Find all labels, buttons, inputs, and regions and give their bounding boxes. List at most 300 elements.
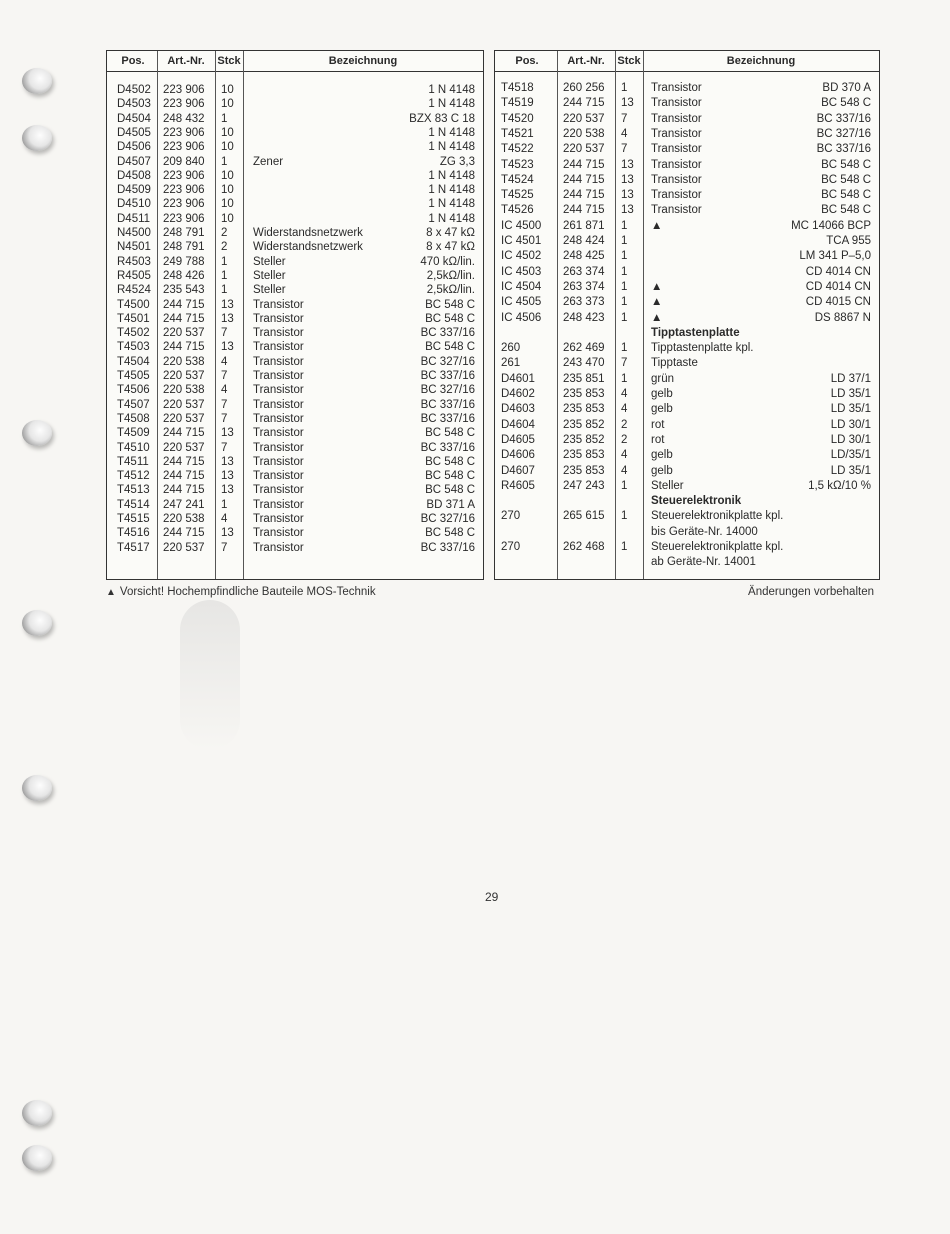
cell-pos: T4511 xyxy=(117,455,149,468)
cell-type: BC 548 C xyxy=(425,312,475,325)
table-row xyxy=(107,498,483,512)
table-header xyxy=(107,51,483,72)
cell-type: BC 548 C xyxy=(425,484,475,497)
table-row xyxy=(495,356,879,370)
table-row xyxy=(495,479,879,493)
cell-type: BC 548 C xyxy=(425,470,475,483)
cell-desc: gelb xyxy=(651,388,673,400)
cell-art: 244 715 xyxy=(163,484,205,497)
cell-pos: T4518 xyxy=(501,82,534,94)
cell-type: BC 337/16 xyxy=(420,327,475,340)
cell-desc: rot xyxy=(651,433,665,446)
cell-stck: 7 xyxy=(221,327,228,340)
table-row xyxy=(107,383,483,397)
cell-stck: 1 xyxy=(221,155,228,168)
cell-type: BC 548 C xyxy=(821,97,871,110)
cell-pos: D4506 xyxy=(117,141,151,154)
cell-type: BC 548 C xyxy=(821,204,871,217)
cell-pos: 270 xyxy=(501,510,521,523)
cell-pos: D4607 xyxy=(501,464,535,477)
cell-stck: 1 xyxy=(621,265,628,278)
cell-pos: IC 4503 xyxy=(501,265,542,278)
parts-list xyxy=(106,50,880,582)
cell-stck: 4 xyxy=(221,384,228,397)
header-stck: Stck xyxy=(617,55,641,67)
cell-stck: 13 xyxy=(221,298,234,311)
cell-type: LD 37/1 xyxy=(830,372,871,385)
table-row xyxy=(495,142,879,156)
table-row xyxy=(495,188,879,202)
table-row xyxy=(495,494,879,508)
cell-art: 262 469 xyxy=(563,342,605,355)
table-row xyxy=(495,265,879,279)
cell-pos: 270 xyxy=(501,541,521,553)
cell-pos: T4510 xyxy=(117,441,150,454)
cell-pos: IC 4506 xyxy=(501,311,542,324)
cell-art: 223 906 xyxy=(163,126,205,139)
cell-art: 244 715 xyxy=(163,427,205,440)
cell-desc: Transistor xyxy=(253,470,304,483)
cell-pos: T4509 xyxy=(117,427,150,440)
footer-note-left xyxy=(106,586,376,598)
punch-hole-icon xyxy=(22,610,52,636)
cell-art: 263 374 xyxy=(563,265,605,278)
table-row xyxy=(107,541,483,555)
header-bez: Bezeichnung xyxy=(726,55,796,67)
cell-pos: T4503 xyxy=(117,341,150,354)
cell-pos: T4502 xyxy=(117,327,150,340)
table-row xyxy=(495,219,879,233)
cell-stck: 1 xyxy=(621,541,628,553)
cell-desc: Transistor xyxy=(253,398,304,411)
cell-pos: T4521 xyxy=(501,127,534,140)
cell-pos: T4524 xyxy=(501,173,534,186)
cell-pos: D4604 xyxy=(501,418,535,431)
header-pos: Pos. xyxy=(121,55,145,67)
cell-desc: Tipptaste xyxy=(651,357,698,370)
cell-art: 244 715 xyxy=(563,173,605,186)
cell-desc: Transistor xyxy=(253,355,304,368)
cell-pos: D4510 xyxy=(117,198,151,211)
cell-stck: 4 xyxy=(621,127,628,140)
cell-desc: Transistor xyxy=(651,204,702,217)
cell-type: BC 548 C xyxy=(425,427,475,440)
cell-type: 1 N 4148 xyxy=(428,98,475,111)
punch-hole-icon xyxy=(22,775,52,801)
cell-desc: ▲ xyxy=(651,311,663,324)
cell-art: 220 538 xyxy=(563,127,605,140)
cell-stck: 10 xyxy=(221,98,234,111)
cell-desc: Transistor xyxy=(253,427,304,440)
table-row xyxy=(495,448,879,462)
cell-desc: Transistor xyxy=(253,412,304,425)
cell-art: 244 715 xyxy=(563,97,605,110)
table-row xyxy=(495,158,879,172)
cell-pos: IC 4504 xyxy=(501,280,542,293)
cell-type: BC 337/16 xyxy=(816,112,871,125)
cell-pos: D4511 xyxy=(117,212,151,225)
table-row xyxy=(107,398,483,412)
table-row xyxy=(495,326,879,340)
cell-art: 235 853 xyxy=(563,403,605,416)
cell-art: 235 851 xyxy=(563,372,605,385)
cell-stck: 13 xyxy=(621,158,634,171)
cell-desc: ▲ xyxy=(651,280,663,293)
cell-desc: Transistor xyxy=(253,484,304,497)
cell-desc: Transistor xyxy=(651,97,702,110)
cell-stck: 7 xyxy=(221,398,228,411)
table-row xyxy=(107,412,483,426)
cell-type: BC 548 C xyxy=(425,527,475,540)
cell-type: BC 548 C xyxy=(425,455,475,468)
cell-art: 220 537 xyxy=(163,398,205,411)
header-art: Art.-Nr. xyxy=(567,55,605,67)
cell-pos: R4524 xyxy=(117,284,151,297)
cell-pos: IC 4500 xyxy=(501,219,542,232)
cell-art: 247 243 xyxy=(563,479,605,492)
cell-desc: Transistor xyxy=(651,189,702,202)
table-row xyxy=(495,341,879,355)
cell-pos: T4501 xyxy=(117,312,150,325)
cell-desc: Transistor xyxy=(253,541,304,554)
cell-art: 243 470 xyxy=(563,357,605,370)
cell-pos: D4601 xyxy=(501,372,535,385)
cell-desc: ab Geräte-Nr. 14001 xyxy=(651,556,756,569)
cell-desc: gelb xyxy=(651,464,673,477)
cell-art: 244 715 xyxy=(163,455,205,468)
cell-type: TCA 955 xyxy=(826,235,871,247)
cell-pos: D4502 xyxy=(117,84,151,96)
table-row xyxy=(495,295,879,309)
cell-desc: Transistor xyxy=(253,312,304,325)
cell-type: CD 4014 CN xyxy=(805,280,871,293)
table-row xyxy=(107,283,483,297)
parts-table-right xyxy=(494,50,880,580)
cell-desc: Transistor xyxy=(651,82,702,94)
table-row xyxy=(107,369,483,383)
cell-type: MC 14066 BCP xyxy=(791,219,871,232)
cell-type: BC 327/16 xyxy=(420,513,475,525)
cell-art: 244 715 xyxy=(163,341,205,354)
cell-pos: R4505 xyxy=(117,269,151,282)
cell-stck: 1 xyxy=(621,250,628,263)
cell-type: 1 N 4148 xyxy=(428,212,475,225)
cell-desc: Transistor xyxy=(651,158,702,171)
table-row xyxy=(495,173,879,187)
cell-art: 235 543 xyxy=(163,284,205,297)
cell-art: 248 432 xyxy=(163,112,205,125)
cell-pos: D4603 xyxy=(501,403,535,416)
cell-type: LD/35/1 xyxy=(830,449,871,462)
cell-stck: 4 xyxy=(621,464,628,477)
table-header xyxy=(495,51,879,72)
table-row xyxy=(107,212,483,226)
cell-art: 220 537 xyxy=(563,112,605,125)
table-row xyxy=(107,155,483,169)
table-row xyxy=(495,112,879,126)
table-row xyxy=(495,127,879,141)
cell-type: BC 337/16 xyxy=(420,370,475,382)
cell-desc: bis Geräte-Nr. 14000 xyxy=(651,525,758,538)
cell-art: 220 537 xyxy=(563,143,605,156)
cell-stck: 13 xyxy=(621,97,634,110)
punch-hole-icon xyxy=(22,1145,52,1171)
cell-type: BC 337/16 xyxy=(420,541,475,554)
table-row xyxy=(107,340,483,354)
cell-art: 244 715 xyxy=(563,204,605,217)
header-stck: Stck xyxy=(217,55,241,67)
cell-art: 248 791 xyxy=(163,241,205,254)
cell-desc: Transistor xyxy=(253,370,304,382)
cell-type: BZX 83 C 18 xyxy=(409,112,475,125)
cell-art: 223 906 xyxy=(163,141,205,154)
cell-pos: T4508 xyxy=(117,412,150,425)
cell-type: DS 8867 N xyxy=(814,311,871,324)
cell-stck: 7 xyxy=(621,143,628,156)
cell-stck: 1 xyxy=(221,255,228,268)
cell-desc: Steuerelektronikplatte kpl. xyxy=(651,541,784,553)
cell-pos: T4526 xyxy=(501,204,534,217)
cell-stck: 13 xyxy=(221,527,234,540)
cell-stck: 2 xyxy=(221,227,228,239)
cell-type: 2,5kΩ/lin. xyxy=(426,284,475,297)
cell-pos: D4504 xyxy=(117,112,151,125)
cell-stck: 4 xyxy=(221,355,228,368)
cell-art: 247 241 xyxy=(163,498,205,511)
cell-stck: 13 xyxy=(621,189,634,202)
cell-pos: N4500 xyxy=(117,227,151,239)
cell-stck: 1 xyxy=(621,82,628,94)
table-row xyxy=(107,526,483,540)
cell-art: 265 615 xyxy=(563,510,605,523)
table-row xyxy=(495,464,879,478)
cell-art: 223 906 xyxy=(163,184,205,197)
cell-stck: 1 xyxy=(621,372,628,385)
cell-pos: D4505 xyxy=(117,126,151,139)
cell-stck: 10 xyxy=(221,184,234,197)
cell-art: 223 906 xyxy=(163,212,205,225)
cell-type: BC 337/16 xyxy=(420,412,475,425)
cell-type: 1 N 4148 xyxy=(428,126,475,139)
cell-stck: 1 xyxy=(621,235,628,247)
cell-type: BC 548 C xyxy=(821,173,871,186)
cell-desc: Steller xyxy=(253,284,286,297)
cell-pos: D4509 xyxy=(117,184,151,197)
cell-art: 220 537 xyxy=(163,370,205,382)
cell-art: 220 538 xyxy=(163,355,205,368)
cell-desc: gelb xyxy=(651,449,673,462)
cell-type: 8 x 47 kΩ xyxy=(426,241,475,254)
cell-type: BC 548 C xyxy=(425,298,475,311)
cell-art: 263 374 xyxy=(563,280,605,293)
cell-pos: T4514 xyxy=(117,498,150,511)
cell-desc: Transistor xyxy=(253,441,304,454)
cell-pos: R4605 xyxy=(501,479,535,492)
cell-stck: 1 xyxy=(221,284,228,297)
cell-pos: T4512 xyxy=(117,470,150,483)
header-art: Art.-Nr. xyxy=(167,55,205,67)
cell-stck: 2 xyxy=(621,433,628,446)
cell-pos: D4606 xyxy=(501,449,535,462)
table-row xyxy=(107,326,483,340)
table-row xyxy=(107,355,483,369)
cell-pos: T4517 xyxy=(117,541,150,554)
cell-art: 244 715 xyxy=(163,298,205,311)
cell-pos: IC 4502 xyxy=(501,250,542,263)
cell-stck: 1 xyxy=(221,269,228,282)
table-row xyxy=(107,197,483,211)
cell-desc: Steuerelektronik xyxy=(651,495,742,508)
cell-pos: IC 4501 xyxy=(501,235,542,247)
cell-stck: 4 xyxy=(621,403,628,416)
cell-type: BC 337/16 xyxy=(420,398,475,411)
cell-pos: T4515 xyxy=(117,513,150,525)
punch-hole-icon xyxy=(22,125,52,151)
table-row xyxy=(107,426,483,440)
cell-pos: T4522 xyxy=(501,143,534,156)
cell-type: CD 4014 CN xyxy=(805,265,871,278)
cell-desc: Transistor xyxy=(253,527,304,540)
cell-stck: 10 xyxy=(221,141,234,154)
table-row xyxy=(495,311,879,325)
table-row xyxy=(107,483,483,497)
cell-stck: 10 xyxy=(221,84,234,96)
cell-stck: 13 xyxy=(221,455,234,468)
cell-type: LM 341 P–5,0 xyxy=(799,250,871,263)
cell-type: 1 N 4148 xyxy=(428,184,475,197)
table-row xyxy=(107,126,483,140)
cell-art: 248 791 xyxy=(163,227,205,239)
cell-desc: Transistor xyxy=(651,127,702,140)
cell-type: BC 337/16 xyxy=(816,143,871,156)
cell-desc: Widerstandsnetzwerk xyxy=(253,241,363,254)
cell-art: 220 537 xyxy=(163,441,205,454)
cell-desc: Steller xyxy=(253,255,286,268)
cell-pos: T4513 xyxy=(117,484,150,497)
cell-type: 1 N 4148 xyxy=(428,198,475,211)
table-row xyxy=(107,441,483,455)
cell-type: BD 370 A xyxy=(822,82,871,94)
cell-stck: 4 xyxy=(221,513,228,525)
table-row xyxy=(495,433,879,447)
punch-hole-icon xyxy=(22,420,52,446)
cell-art: 244 715 xyxy=(163,527,205,540)
cell-pos: T4520 xyxy=(501,112,534,125)
cell-type: 8 x 47 kΩ xyxy=(426,227,475,239)
paper-smudge xyxy=(180,600,240,750)
cell-art: 220 538 xyxy=(163,384,205,397)
punch-hole-icon xyxy=(22,68,52,94)
table-row xyxy=(107,469,483,483)
cell-stck: 7 xyxy=(621,357,628,370)
cell-type: 1,5 kΩ/10 % xyxy=(808,479,871,492)
cell-pos: D4503 xyxy=(117,98,151,111)
cell-desc: Transistor xyxy=(253,327,304,340)
cell-art: 248 424 xyxy=(563,235,605,247)
cell-stck: 1 xyxy=(221,112,228,125)
cell-stck: 13 xyxy=(221,470,234,483)
cell-pos: T4504 xyxy=(117,355,150,368)
warning-triangle-icon: ▲ xyxy=(106,587,116,598)
page-number: 29 xyxy=(485,890,499,904)
cell-stck: 13 xyxy=(221,484,234,497)
table-row xyxy=(107,183,483,197)
header-bez: Bezeichnung xyxy=(328,55,398,67)
cell-art: 244 715 xyxy=(563,189,605,202)
cell-art: 223 906 xyxy=(163,98,205,111)
table-row xyxy=(107,140,483,154)
cell-art: 235 853 xyxy=(563,464,605,477)
parts-table-left xyxy=(106,50,484,580)
cell-stck: 7 xyxy=(221,412,228,425)
cell-type: 2,5kΩ/lin. xyxy=(426,269,475,282)
cell-stck: 1 xyxy=(621,219,628,232)
cell-art: 244 715 xyxy=(563,158,605,171)
cell-stck: 13 xyxy=(221,312,234,325)
cell-stck: 13 xyxy=(621,173,634,186)
cell-pos: D4602 xyxy=(501,388,535,400)
cell-art: 223 906 xyxy=(163,169,205,182)
cell-art: 244 715 xyxy=(163,470,205,483)
cell-stck: 10 xyxy=(221,212,234,225)
cell-desc: Transistor xyxy=(651,173,702,186)
cell-stck: 10 xyxy=(221,198,234,211)
cell-stck: 7 xyxy=(621,112,628,125)
table-row xyxy=(495,280,879,294)
punch-hole-icon xyxy=(22,1100,52,1126)
cell-art: 223 906 xyxy=(163,198,205,211)
cell-stck: 1 xyxy=(621,280,628,293)
table-row xyxy=(107,512,483,526)
cell-type: 1 N 4148 xyxy=(428,141,475,154)
cell-art: 220 537 xyxy=(163,327,205,340)
cell-desc: Transistor xyxy=(651,143,702,156)
table-row xyxy=(107,269,483,283)
cell-pos: D4605 xyxy=(501,433,535,446)
table-row xyxy=(495,418,879,432)
cell-type: LD 30/1 xyxy=(830,433,871,446)
cell-art: 260 256 xyxy=(563,82,605,94)
cell-pos: T4525 xyxy=(501,189,534,202)
cell-desc: Tipptastenplatte xyxy=(651,326,740,339)
cell-art: 235 853 xyxy=(563,449,605,462)
cell-stck: 4 xyxy=(621,388,628,400)
cell-pos: T4507 xyxy=(117,398,150,411)
cell-stck: 13 xyxy=(221,341,234,354)
table-row xyxy=(495,234,879,248)
cell-art: 248 425 xyxy=(563,250,605,263)
cell-art: 261 871 xyxy=(563,219,605,232)
cell-pos: T4506 xyxy=(117,384,150,397)
cell-pos: 260 xyxy=(501,342,521,355)
cell-stck: 13 xyxy=(621,204,634,217)
cell-art: 235 852 xyxy=(563,433,605,446)
table-row xyxy=(495,372,879,386)
cell-desc: Widerstandsnetzwerk xyxy=(253,227,363,239)
cell-type: LD 30/1 xyxy=(830,418,871,431)
cell-desc: Transistor xyxy=(253,384,304,397)
table-row xyxy=(495,249,879,263)
cell-art: 248 426 xyxy=(163,269,205,282)
table-row xyxy=(107,169,483,183)
cell-stck: 1 xyxy=(621,510,628,523)
table-row xyxy=(107,83,483,97)
table-row xyxy=(495,203,879,217)
cell-desc: grün xyxy=(651,372,675,385)
cell-art: 235 852 xyxy=(563,418,605,431)
table-row xyxy=(495,509,879,523)
cell-stck: 7 xyxy=(221,541,228,554)
